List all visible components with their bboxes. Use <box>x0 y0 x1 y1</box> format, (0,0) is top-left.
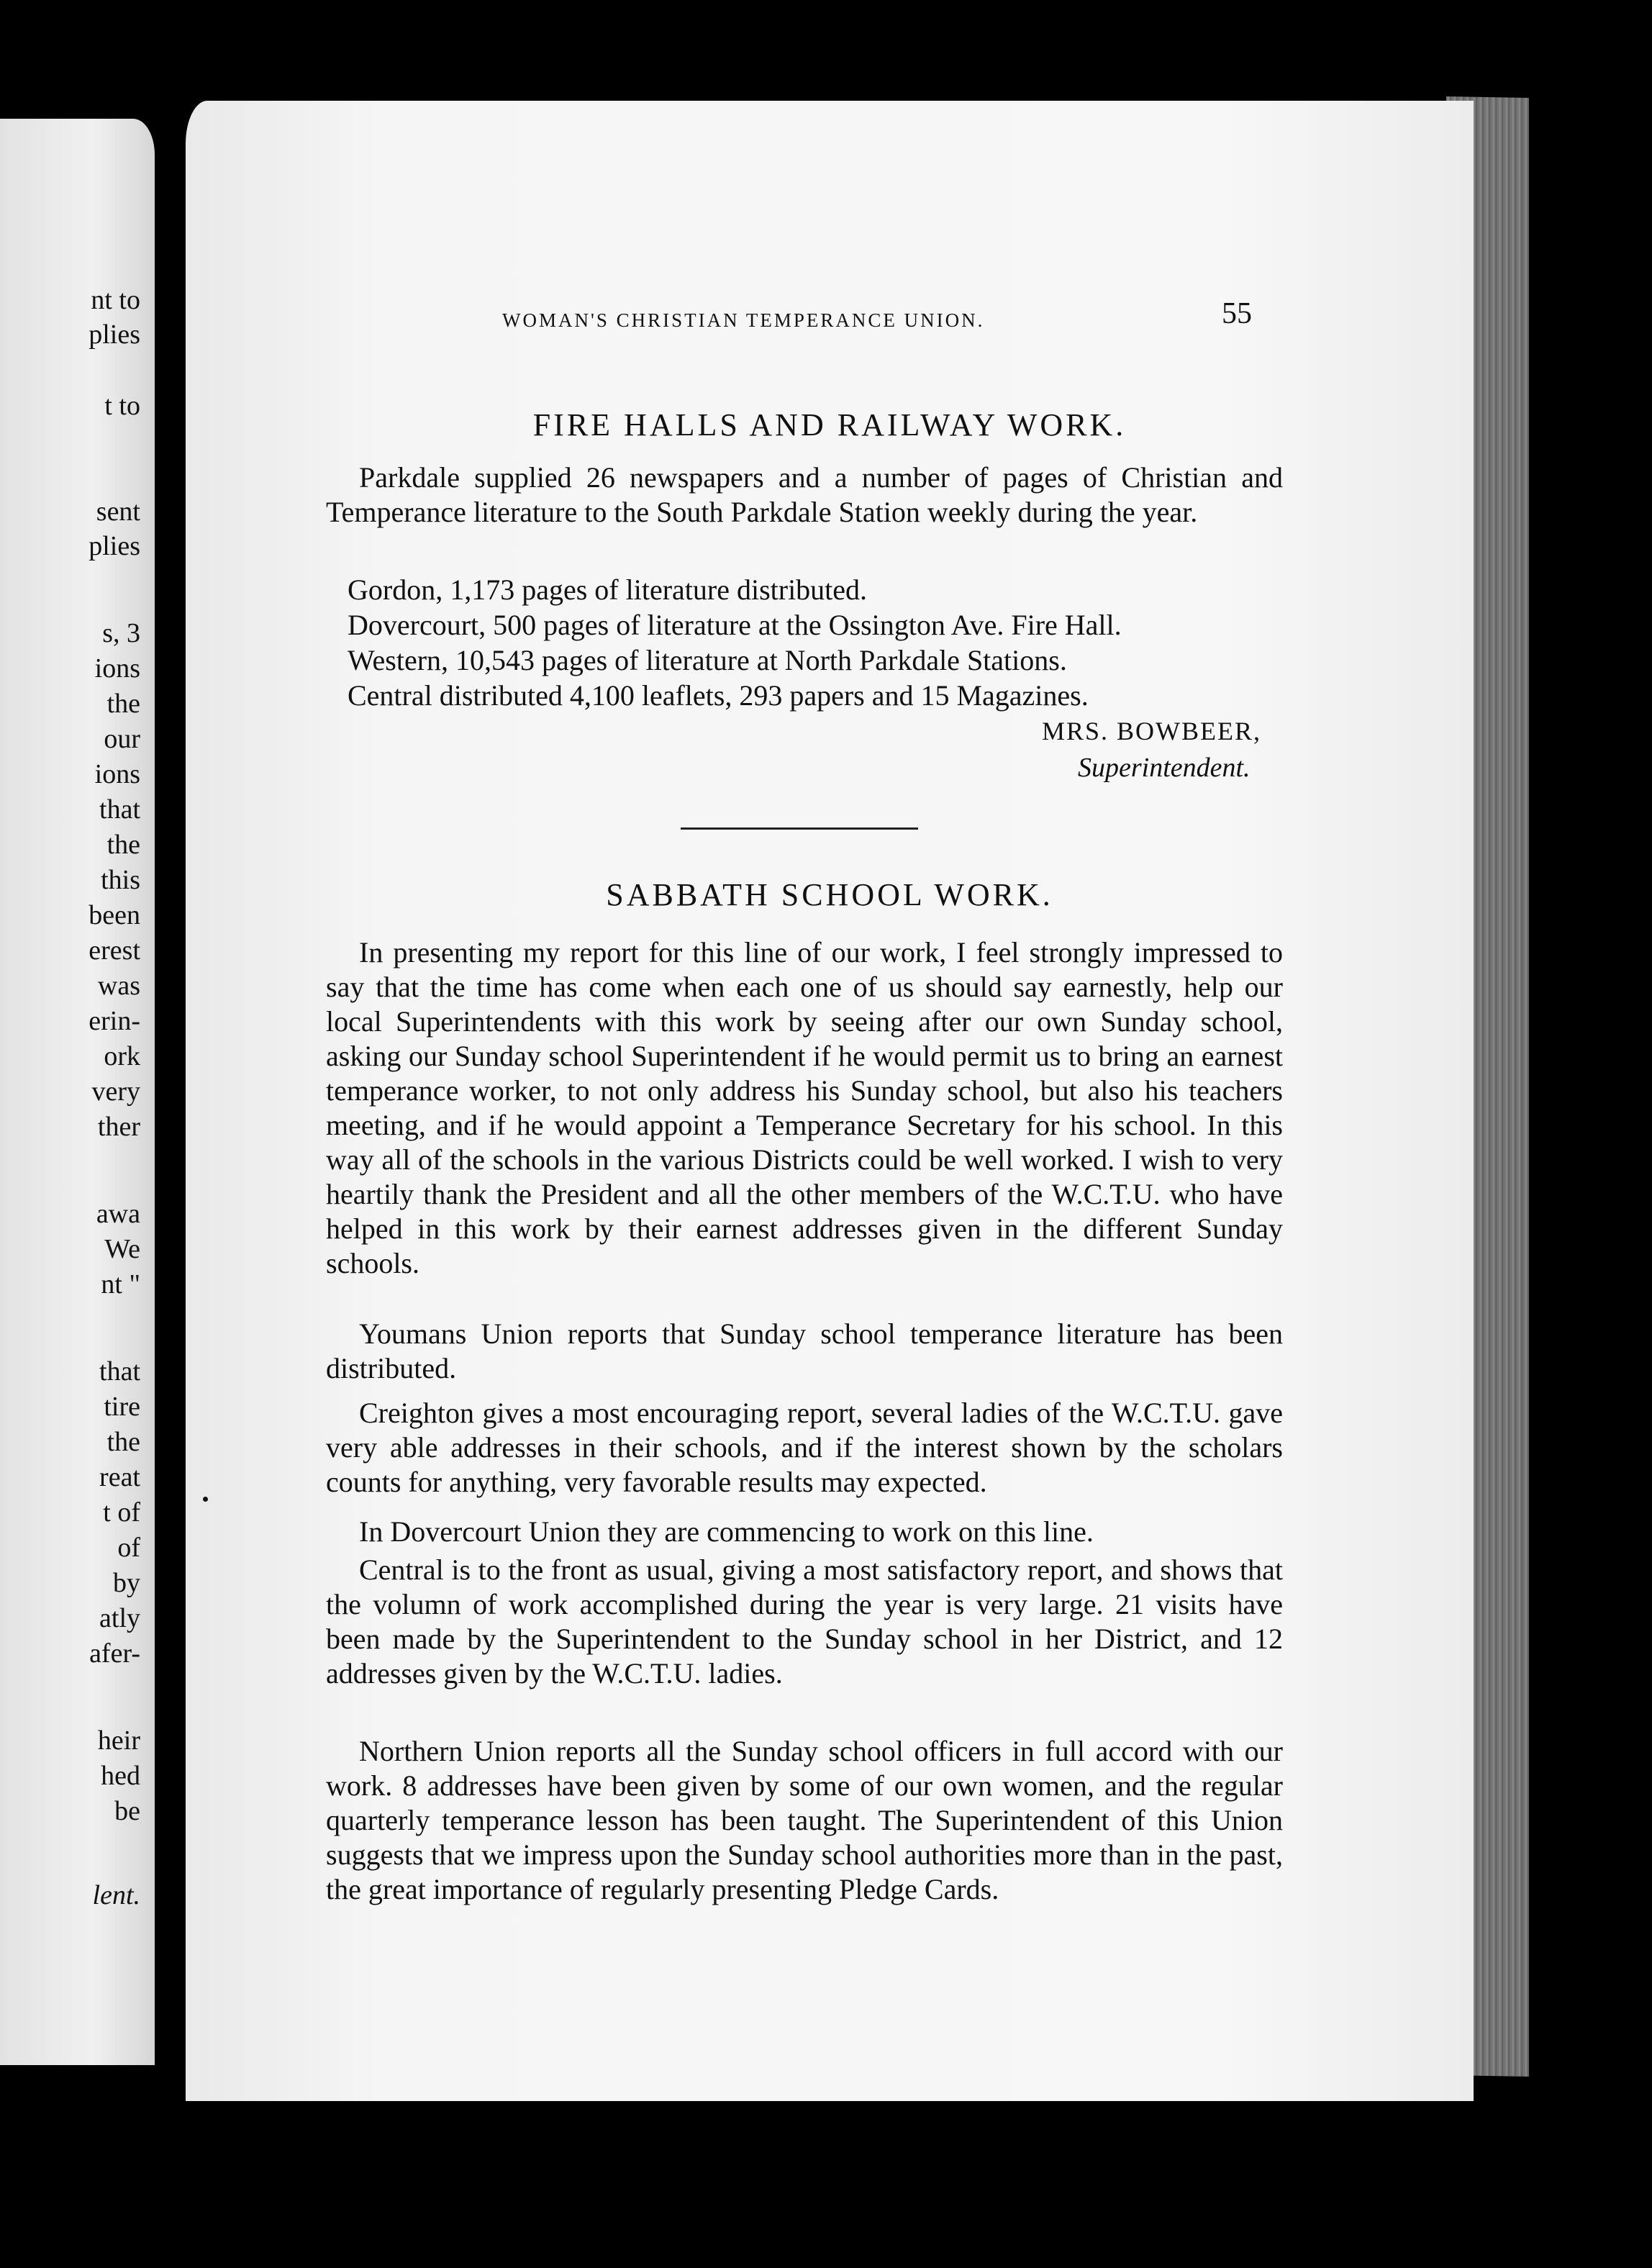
left-page-text-fragment: We <box>104 1234 140 1264</box>
left-page-text-fragment: erin- <box>88 1006 140 1036</box>
left-page-text-fragment: awa <box>96 1199 140 1229</box>
left-page-text-fragment: ions <box>94 653 140 684</box>
left-page-text-fragment: ions <box>94 759 140 789</box>
left-page-text-fragment: plies <box>88 531 140 561</box>
page-number: 55 <box>1222 297 1252 330</box>
sabbath-paragraph: Northern Union reports all the Sunday school officers in full accord with our work. 8 addresses have been given by some of our own women, and the regular quarterly temperance lesson has been taught. The Superintendent of this Union suggests that we impress upon the Sunday school authorities more than in the past, the great importance of regularly presenting Pledge Cards. <box>326 1735 1283 1905</box>
left-page-text-fragment: heir <box>97 1725 140 1756</box>
left-page-text-fragment: our <box>104 724 140 754</box>
left-page-text-fragment: was <box>97 971 140 1001</box>
left-page-text-fragment: very <box>91 1076 140 1107</box>
fire-halls-line: Western, 10,543 pages of literature at North Parkdale Stations. <box>348 644 1067 676</box>
left-page-text-fragment: sent <box>96 496 140 527</box>
fire-halls-line: Central distributed 4,100 leaflets, 293 papers and 15 Magazines. <box>348 679 1089 712</box>
sabbath-paragraph: Central is to the front as usual, giving a most satisfactory report, and shows that the volumn of work accomplished during the year is very large. 21 visits have been made by the Superintendent to the Sunday school in her District, and 12 addresses given by the W.C.T.U. ladies. <box>326 1553 1283 1689</box>
signature-title: Superintendent. <box>1078 753 1251 783</box>
left-page-text-fragment: ther <box>97 1112 140 1142</box>
book-gutter <box>155 101 176 2115</box>
left-page-text-fragment: reat <box>99 1462 140 1492</box>
left-page-text-fragment: nt " <box>101 1269 140 1299</box>
signature-name: MRS. BOWBEER, <box>1042 717 1262 745</box>
left-page-text-fragment: the <box>106 830 140 860</box>
margin-dot <box>203 1497 208 1502</box>
sabbath-paragraph: In presenting my report for this line of our work, I feel strongly impressed to say that the time has come when each one of us should say earnestly, help our local Superintendents with this work by seeing after our own Sunday school, asking our Sunday school Superintendent if he would permit us to bring an earnest temperance worker, to not only address his Sunday school, but also his teachers meeting, and if he would appoint a Temperance Secretary for his school. In this way all of the schools in the various Districts could be well worked. I wish to very heartily thank the President and all the other members of the W.C.T.U. who have helped in this work by their earnest addresses given in the different Sunday schools. <box>326 936 1283 1279</box>
left-page-text-fragment: tire <box>104 1392 140 1422</box>
left-page-text-fragment: that <box>99 794 140 825</box>
left-page-text-fragment: nt to <box>91 285 140 315</box>
section-divider <box>681 827 918 830</box>
left-page-text-fragment: by <box>113 1568 140 1598</box>
running-header: WOMAN'S CHRISTIAN TEMPERANCE UNION. <box>502 309 985 331</box>
left-page-text-fragment: ork <box>104 1041 140 1071</box>
sabbath-paragraph: In Dovercourt Union they are commencing to work on this line. <box>359 1515 1094 1548</box>
left-page-text-fragment: plies <box>88 319 140 350</box>
left-page-text-fragment: the <box>106 1427 140 1457</box>
left-page-text-fragment: hed <box>101 1761 140 1791</box>
left-page-text-fragment: been <box>88 900 140 930</box>
left-page-text-fragment: lent. <box>92 1880 140 1910</box>
left-page-text-fragment: t to <box>104 391 140 421</box>
left-page-text-fragment: afer- <box>89 1638 140 1669</box>
sabbath-paragraph: Creighton gives a most encouraging report, several ladies of the W.C.T.U. gave very able addresses in their schools, and if the interest shown by the scholars counts for anything, very favorable results may expected. <box>326 1397 1283 1498</box>
left-page-text-fragment: the <box>106 689 140 719</box>
left-page-text-fragment: that <box>99 1356 140 1387</box>
left-page-text-fragment: s, 3 <box>102 618 140 648</box>
fire-halls-title: FIRE HALLS AND RAILWAY WORK. <box>532 407 1127 443</box>
fire-halls-line: Dovercourt, 500 pages of literature at the Ossington Ave. Fire Hall. <box>348 609 1122 641</box>
left-page-text-fragment: atly <box>99 1603 140 1633</box>
fire-halls-intro: Parkdale supplied 26 newspapers and a number of pages of Christian and Temperance literature to the South Parkdale Station weekly during the year. <box>326 461 1283 528</box>
left-page-text-fragment: t of <box>103 1497 140 1528</box>
sabbath-school-title: SABBATH SCHOOL WORK. <box>606 877 1053 912</box>
left-page-text-fragment: of <box>117 1533 140 1563</box>
left-page-text-fragment: this <box>101 865 140 895</box>
fire-halls-line: Gordon, 1,173 pages of literature distributed. <box>348 573 868 606</box>
left-page-fragment <box>0 119 155 2065</box>
left-page-text-fragment: erest <box>88 935 140 966</box>
right-page <box>186 101 1474 2101</box>
sabbath-paragraph: Youmans Union reports that Sunday school temperance literature has been distributed. <box>326 1317 1283 1384</box>
left-page-text-fragment: be <box>114 1796 140 1826</box>
